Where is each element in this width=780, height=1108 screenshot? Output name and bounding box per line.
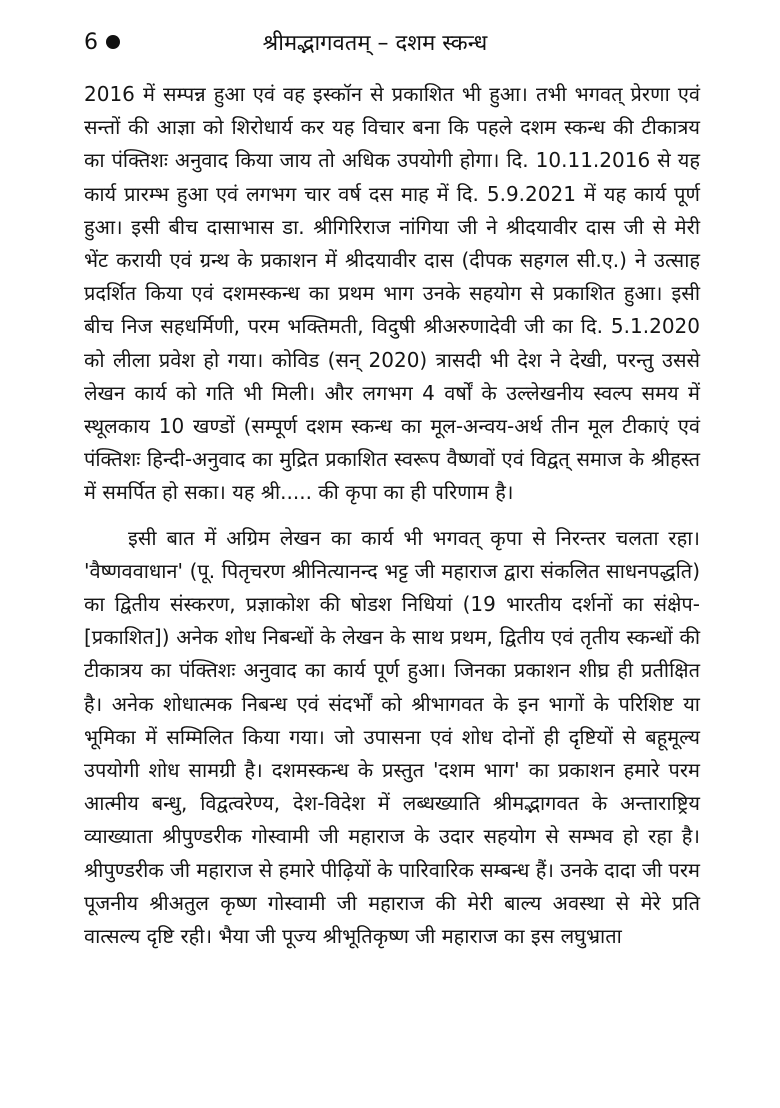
page-number: 6 — [84, 29, 98, 55]
paragraph-2: इसी बात में अग्रिम लेखन का कार्य भी भगवत् कृपा से निरन्तर चलता रहा। 'वैष्णववाधान' (पू. पितृचरण श्रीनित्यानन्द भट्ट जी महाराज द्वारा संकलित साधनपद्धति) का द्वितीय संस्करण, प्रज्ञाकोश की षोडश निधियां (19 भारतीय दर्शनों का संक्षेप-[प्रकाशित]) अनेक शोध निबन्धों के लेखन के साथ प्रथम, द्वितीय एवं तृतीय स्कन्धों की टीकात्रय का पंक्तिशः अनुवाद का कार्य पूर्ण हुआ। जिनका प्रकाशन शीघ्र ही प्रतीक्षित है। अनेक शोधात्मक निबन्ध एवं संदर्भों को श्रीभागवत के इन भागों के परिशिष्ट या भूमिका में सम्मिलित किया गया। जो उपासना एवं शोध दोनों ही दृष्टियों से बहूमूल्य उपयोगी शोध सामग्री है। दशमस्कन्ध के प्रस्तुत 'दशम भाग' का प्रकाशन हमारे परम आत्मीय बन्धु, विद्वत्वरेण्य, देश-विदेश में लब्धख्याति श्रीमद्भागवत के अन्ताराष्ट्रिय व्याख्याता श्रीपुण्डरीक गोस्वामी जी महाराज के उदार सहयोग से सम्भव हो रहा है। श्रीपुण्डरीक जी महाराज से हमारे पीढ़ियों के पारिवारिक सम्बन्ध हैं। उनके दादा जी परम पूजनीय श्रीअतुल कृष्ण गोस्वामी जी महाराज की मेरी बाल्य अवस्था से मेरे प्रति वात्सल्य दृष्टि रही। भैया जी पूज्य श्रीभूतिकृष्ण जी महाराज का इस लघुभ्राता — [84, 525, 700, 949]
running-title: श्रीमद्भागवतम् – दशम स्कन्ध — [262, 31, 488, 56]
paragraph-1: 2016 में सम्पन्न हुआ एवं वह इस्कॉन से प्रकाशित भी हुआ। तभी भगवत् प्रेरणा एवं सन्तों की आज्ञा को शिरोधार्य कर यह विचार बना कि पहले दशम स्कन्ध की टीकात्रय का पंक्तिशः अनुवाद किया जाय तो अधिक उपयोगी होगा। दि. 10.11.2016 से यह कार्य प्रारम्भ हुआ एवं लगभग चार वर्ष दस माह में दि. 5.9.2021 में यह कार्य पूर्ण हुआ। इसी बीच दासाभास डा. श्रीगिरिराज नांगिया जी ने श्रीदयावीर दास जी से मेरी भेंट करायी एवं ग्रन्थ के प्रकाशन में श्रीदयावीर दास (दीपक सहगल सी.ए.) ने उत्साह प्रदर्शित किया एवं दशमस्कन्ध का प्रथम भाग उनके सहयोग से प्रकाशित हुआ। इसी बीच निज सहधर्मिणी, परम भक्तिमती, विदुषी श्रीअरुणादेवी जी का दि. 5.1.2020 को लीला प्रवेश हो गया। कोविड (सन् 2020) त्रासदी भी देश ने देखी, परन्तु उससे लेखन कार्य को गति भी मिली। और लगभग 4 वर्षों के उल्लेखनीय स्वल्प समय में स्थूलकाय 10 खण्डों (सम्पूर्ण दशम स्कन्ध का मूल-अन्वय-अर्थ तीन मूल टीकाएं एवं पंक्तिशः हिन्दी-अनुवाद का मुद्रित प्रकाशित स्वरूप वैष्णवों एवं विद्वत् समाज के श्रीहस्त में समर्पित हो सका। यह श्री..... की कृपा का ही परिणाम है। — [84, 82, 700, 505]
page-header — [84, 24, 720, 60]
bullet-icon — [106, 35, 120, 49]
body-text — [84, 78, 700, 953]
